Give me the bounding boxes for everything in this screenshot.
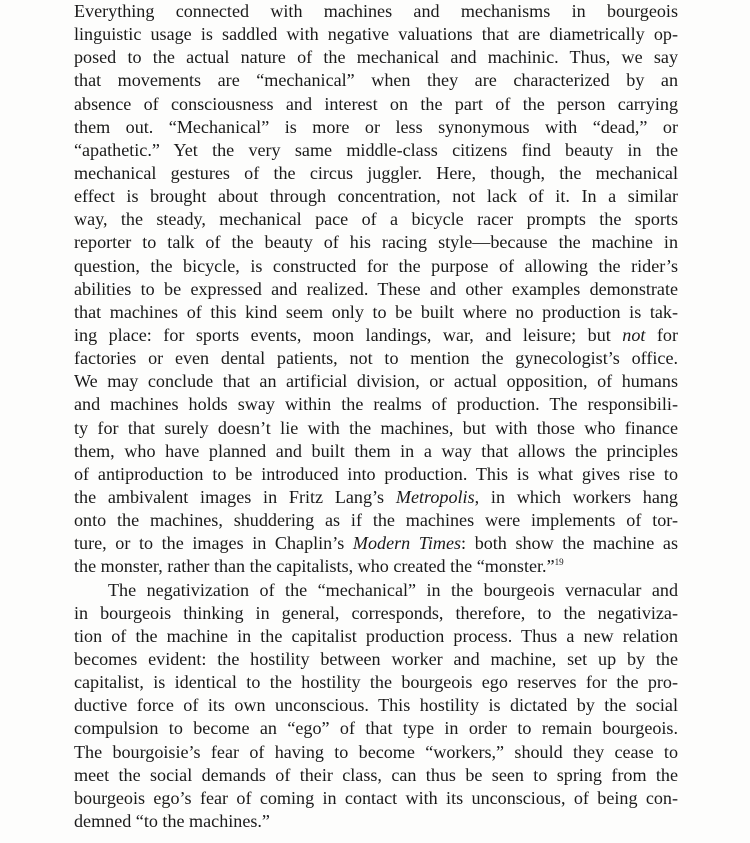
italic-text: Modern Times <box>352 533 462 554</box>
italic-text: Metropolis <box>395 486 475 507</box>
text-run: ing place: for sports events, moon landings, war, and leisure; but <box>74 324 623 345</box>
text-run: “apathetic.” Yet the very same middle-class citizens find beauty in the <box>74 139 678 160</box>
italic-text: not <box>622 324 646 345</box>
text-line <box>74 717 678 740</box>
text-line <box>74 810 678 833</box>
text-run: , in which workers hang <box>474 486 678 507</box>
text-line <box>74 278 678 301</box>
text-line <box>74 787 678 810</box>
text-run: of antiproduction to be introduced into production. This is what gives rise to <box>74 463 678 484</box>
text-line <box>74 764 678 787</box>
text-run: the ambivalent images in Fritz Lang’s <box>74 486 396 507</box>
text-run: ture, or to the images in Chaplin’s <box>74 533 353 554</box>
text-line <box>74 301 678 324</box>
text-run: We may conclude that an artificial division, or actual opposition, of humans <box>74 371 678 392</box>
text-run: in bourgeois thinking in general, corresponds, therefore, to the negativiza- <box>74 602 678 623</box>
text-run: them out. “Mechanical” is more or less synonymous with “dead,” or <box>74 116 678 137</box>
text-line <box>74 347 678 370</box>
text-run: them, who have planned and built them in a way that allows the principles <box>74 440 678 461</box>
text-line <box>74 625 678 648</box>
text-line <box>74 139 678 162</box>
text-line <box>74 93 678 116</box>
text-line <box>74 648 678 671</box>
text-run: way, the steady, mechanical pace of a bicycle racer prompts the sports <box>74 209 678 230</box>
text-run: meet the social demands of their class, can thus be seen to spring from the <box>74 764 678 785</box>
text-run: posed to the actual nature of the mechanical and machinic. Thus, we say <box>74 47 678 68</box>
text-run: onto the machines, shuddering as if the machines were implements of tor- <box>74 510 678 531</box>
text-run: the monster, rather than the capitalists, who created the “monster.” <box>74 556 555 577</box>
text-run: ductive force of its own unconscious. This hostility is dictated by the social <box>74 695 678 716</box>
text-line <box>74 324 678 347</box>
text-line <box>74 162 678 185</box>
text-line <box>74 255 678 278</box>
text-run: The bourgoisie’s fear of having to become “workers,” should they cease to <box>74 741 678 762</box>
text-run: linguistic usage is saddled with negative valuations that are diametrically op- <box>74 24 678 45</box>
text-line <box>74 486 678 509</box>
text-line <box>74 741 678 764</box>
text-run: for <box>645 324 678 345</box>
text-run: that movements are “mechanical” when they are characterized by an <box>74 70 678 91</box>
text-line <box>74 370 678 393</box>
text-run: tion of the machine in the capitalist production process. Thus a new relation <box>74 625 678 646</box>
text-run: effect is brought about through concentration, not lack of it. In a similar <box>74 186 678 207</box>
text-line <box>74 671 678 694</box>
text-line <box>74 46 678 69</box>
text-line <box>74 231 678 254</box>
text-run: mechanical gestures of the circus juggler. Here, though, the mechanical <box>74 162 678 183</box>
text-line <box>74 555 678 578</box>
text-line <box>74 509 678 532</box>
footnote-marker: 19 <box>554 557 564 568</box>
text-run: absence of consciousness and interest on the part of the person carrying <box>74 93 678 114</box>
text-line <box>74 440 678 463</box>
text-run: Everything connected with machines and mechanisms in bourgeois <box>74 1 678 21</box>
text-line <box>74 602 678 625</box>
text-run: ty for that surely doesn’t lie with the machines, but with those who finance <box>74 417 678 438</box>
text-line <box>74 579 678 602</box>
text-line <box>74 393 678 416</box>
text-line <box>74 69 678 92</box>
text-run: reporter to talk of the beauty of his racing style—because the machine in <box>74 232 678 253</box>
text-line <box>74 463 678 486</box>
text-line <box>74 185 678 208</box>
text-run: bourgeois ego’s fear of coming in contact with its unconscious, of being con- <box>74 787 678 808</box>
text-run: The negativization of the “mechanical” in the bourgeois vernacular and <box>108 579 678 600</box>
body-text <box>74 0 678 833</box>
text-line <box>74 417 678 440</box>
text-line <box>74 0 678 23</box>
text-run: question, the bicycle, is constructed for the purpose of allowing the rider’s <box>74 255 678 276</box>
text-run: demned “to the machines.” <box>74 810 270 831</box>
text-run: and machines holds sway within the realms of production. The responsibili- <box>74 394 678 415</box>
text-line <box>74 208 678 231</box>
text-run: capitalist, is identical to the hostility the bourgeois ego reserves for the pro- <box>74 672 678 693</box>
text-line <box>74 23 678 46</box>
text-run: abilities to be expressed and realized. These and other examples demonstrate <box>74 278 678 299</box>
text-line <box>74 694 678 717</box>
text-run: compulsion to become an “ego” of that type in order to remain bourgeois. <box>74 718 678 739</box>
text-line <box>74 116 678 139</box>
text-line <box>74 532 678 555</box>
text-run: becomes evident: the hostility between worker and machine, set up by the <box>74 648 678 669</box>
text-run: : both show the machine as <box>461 533 678 554</box>
text-run: factories or even dental patients, not to mention the gynecologist’s office. <box>74 348 678 369</box>
text-run: that machines of this kind seem only to be built where no production is tak- <box>74 301 678 322</box>
